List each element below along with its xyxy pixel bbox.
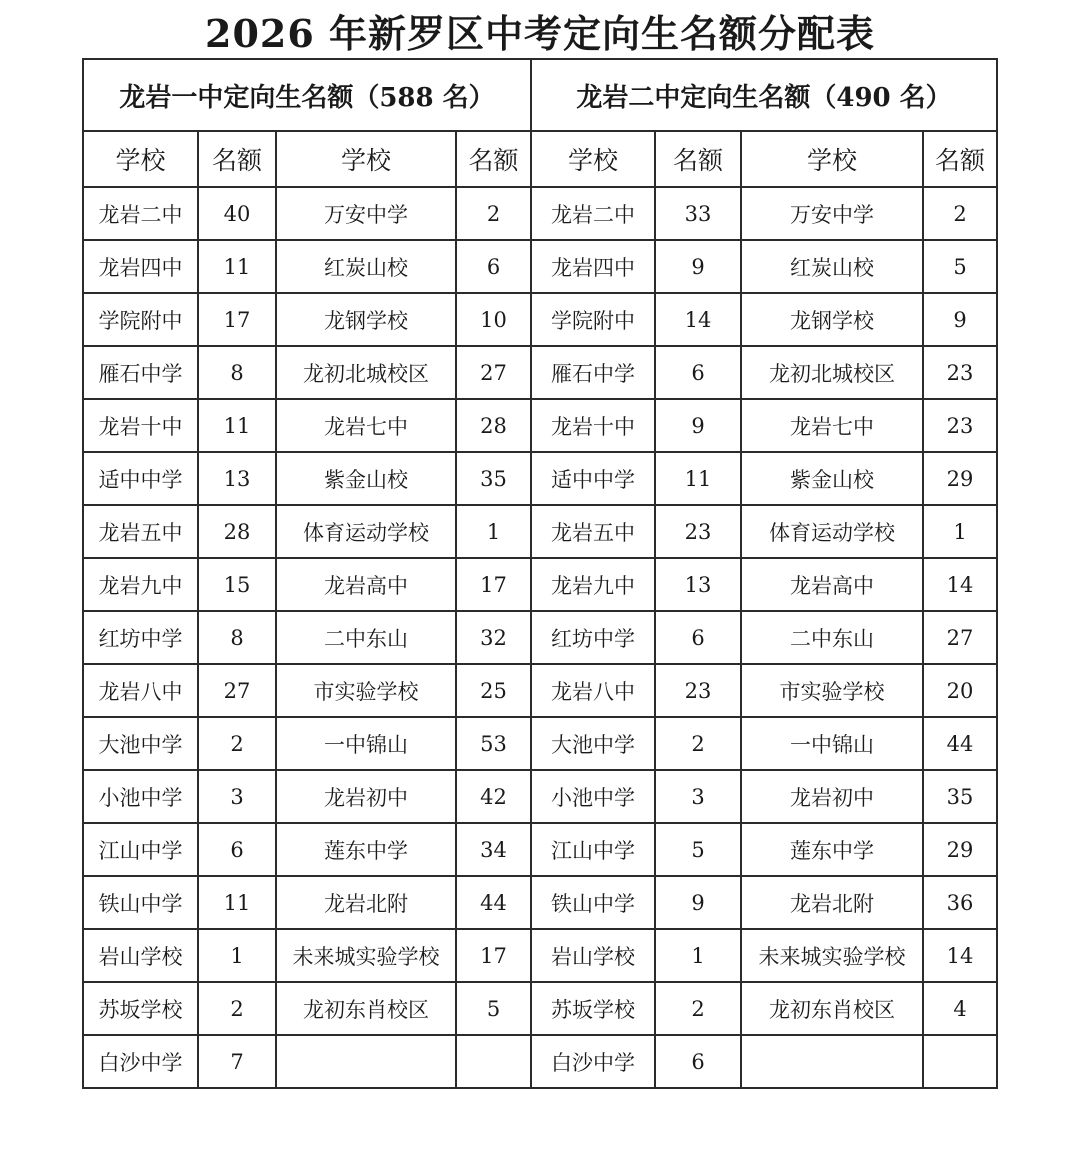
quota-cell: 27 (923, 611, 997, 664)
quota-cell: 2 (198, 717, 276, 770)
school-cell: 龙岩高中 (276, 558, 456, 611)
school-cell: 铁山中学 (83, 876, 198, 929)
school-cell: 龙岩四中 (531, 240, 655, 293)
school-cell: 雁石中学 (531, 346, 655, 399)
quota-cell: 13 (198, 452, 276, 505)
school-cell: 龙岩北附 (741, 876, 923, 929)
school-cell: 苏坂学校 (83, 982, 198, 1035)
school-cell: 龙初北城校区 (276, 346, 456, 399)
quota-cell: 2 (655, 717, 741, 770)
quota-cell: 6 (456, 240, 531, 293)
table-row (83, 717, 997, 770)
quota-cell: 5 (923, 240, 997, 293)
school-cell: 龙初北城校区 (741, 346, 923, 399)
table-row (83, 982, 997, 1035)
page-title: 2026 年新罗区中考定向生名额分配表 (205, 11, 875, 56)
table-row (83, 452, 997, 505)
quota-cell: 8 (198, 611, 276, 664)
quota-cell: 28 (456, 399, 531, 452)
school-cell: 苏坂学校 (531, 982, 655, 1035)
quota-cell: 11 (655, 452, 741, 505)
school-cell: 未来城实验学校 (276, 929, 456, 982)
school-cell: 紫金山校 (741, 452, 923, 505)
quota-cell: 53 (456, 717, 531, 770)
quota-cell: 17 (456, 929, 531, 982)
quota-cell: 29 (923, 452, 997, 505)
quota-cell: 15 (198, 558, 276, 611)
quota-cell: 34 (456, 823, 531, 876)
group-header-longyan-no1: 龙岩一中定向生名额（588 名） (83, 59, 531, 131)
quota-cell: 2 (923, 187, 997, 240)
quota-cell: 23 (655, 664, 741, 717)
table-row (83, 399, 997, 452)
school-cell: 龙岩二中 (531, 187, 655, 240)
school-cell: 龙岩高中 (741, 558, 923, 611)
school-cell: 白沙中学 (531, 1035, 655, 1088)
quota-cell: 2 (456, 187, 531, 240)
school-cell: 万安中学 (276, 187, 456, 240)
quota-cell: 28 (198, 505, 276, 558)
school-cell: 龙岩八中 (531, 664, 655, 717)
school-cell: 红坊中学 (83, 611, 198, 664)
school-cell: 岩山学校 (83, 929, 198, 982)
quota-cell: 17 (456, 558, 531, 611)
school-cell: 紫金山校 (276, 452, 456, 505)
school-cell: 龙岩五中 (83, 505, 198, 558)
school-cell: 适中中学 (531, 452, 655, 505)
quota-cell: 2 (655, 982, 741, 1035)
table-row (83, 664, 997, 717)
school-cell: 小池中学 (83, 770, 198, 823)
quota-cell: 5 (456, 982, 531, 1035)
column-header-row (83, 131, 997, 187)
quota-cell: 29 (923, 823, 997, 876)
table-row (83, 876, 997, 929)
table-row (83, 770, 997, 823)
school-cell: 莲东中学 (276, 823, 456, 876)
table-row (83, 293, 997, 346)
school-cell: 小池中学 (531, 770, 655, 823)
quota-cell: 3 (198, 770, 276, 823)
quota-cell: 1 (923, 505, 997, 558)
group-header-row (83, 59, 997, 131)
column-header-quota: 名额 (456, 131, 531, 187)
table-row (83, 240, 997, 293)
quota-cell: 35 (923, 770, 997, 823)
school-cell: 雁石中学 (83, 346, 198, 399)
quota-cell: 13 (655, 558, 741, 611)
quota-cell: 20 (923, 664, 997, 717)
school-cell: 未来城实验学校 (741, 929, 923, 982)
quota-cell: 27 (456, 346, 531, 399)
school-cell (741, 1035, 923, 1088)
column-header-quota: 名额 (655, 131, 741, 187)
school-cell: 市实验学校 (741, 664, 923, 717)
school-cell: 龙岩北附 (276, 876, 456, 929)
column-header-quota: 名额 (198, 131, 276, 187)
quota-cell: 14 (655, 293, 741, 346)
quota-cell: 6 (655, 611, 741, 664)
quota-cell: 42 (456, 770, 531, 823)
quota-cell: 44 (456, 876, 531, 929)
quota-cell: 9 (655, 399, 741, 452)
quota-cell: 11 (198, 876, 276, 929)
school-cell: 大池中学 (531, 717, 655, 770)
table-row (83, 823, 997, 876)
column-header-school: 学校 (276, 131, 456, 187)
quota-cell: 9 (655, 876, 741, 929)
quota-cell: 23 (923, 346, 997, 399)
column-header-school: 学校 (741, 131, 923, 187)
quota-cell: 1 (456, 505, 531, 558)
school-cell: 龙岩五中 (531, 505, 655, 558)
school-cell: 市实验学校 (276, 664, 456, 717)
column-header-quota: 名额 (923, 131, 997, 187)
school-cell: 铁山中学 (531, 876, 655, 929)
quota-cell: 35 (456, 452, 531, 505)
school-cell: 白沙中学 (83, 1035, 198, 1088)
quota-cell: 32 (456, 611, 531, 664)
quota-cell: 1 (198, 929, 276, 982)
school-cell: 龙岩四中 (83, 240, 198, 293)
table-row (83, 929, 997, 982)
table-row (83, 1035, 997, 1088)
school-cell: 体育运动学校 (741, 505, 923, 558)
school-cell: 万安中学 (741, 187, 923, 240)
school-cell: 龙岩十中 (531, 399, 655, 452)
quota-cell: 3 (655, 770, 741, 823)
table-row (83, 558, 997, 611)
quota-cell: 23 (923, 399, 997, 452)
quota-cell: 40 (198, 187, 276, 240)
school-cell: 龙钢学校 (276, 293, 456, 346)
school-cell: 岩山学校 (531, 929, 655, 982)
quota-cell: 1 (655, 929, 741, 982)
table-row (83, 611, 997, 664)
quota-cell: 9 (655, 240, 741, 293)
quota-cell: 17 (198, 293, 276, 346)
quota-table (82, 58, 998, 1089)
school-cell: 龙岩二中 (83, 187, 198, 240)
school-cell: 红炭山校 (741, 240, 923, 293)
quota-cell: 5 (655, 823, 741, 876)
school-cell: 二中东山 (741, 611, 923, 664)
quota-cell: 10 (456, 293, 531, 346)
quota-cell: 6 (198, 823, 276, 876)
quota-cell: 6 (655, 346, 741, 399)
school-cell: 适中中学 (83, 452, 198, 505)
school-cell: 红炭山校 (276, 240, 456, 293)
quota-cell: 44 (923, 717, 997, 770)
school-cell: 龙岩初中 (276, 770, 456, 823)
school-cell: 龙钢学校 (741, 293, 923, 346)
quota-cell: 11 (198, 399, 276, 452)
school-cell: 大池中学 (83, 717, 198, 770)
table-row (83, 505, 997, 558)
table-row (83, 346, 997, 399)
school-cell: 一中锦山 (276, 717, 456, 770)
quota-cell: 14 (923, 929, 997, 982)
school-cell: 红坊中学 (531, 611, 655, 664)
school-cell: 二中东山 (276, 611, 456, 664)
school-cell: 龙岩七中 (741, 399, 923, 452)
school-cell: 龙岩九中 (531, 558, 655, 611)
school-cell: 江山中学 (83, 823, 198, 876)
quota-cell: 6 (655, 1035, 741, 1088)
quota-cell: 25 (456, 664, 531, 717)
school-cell: 龙岩初中 (741, 770, 923, 823)
quota-cell: 2 (198, 982, 276, 1035)
school-cell: 龙岩八中 (83, 664, 198, 717)
quota-cell: 36 (923, 876, 997, 929)
column-header-school: 学校 (531, 131, 655, 187)
quota-cell: 11 (198, 240, 276, 293)
quota-cell: 9 (923, 293, 997, 346)
quota-cell: 7 (198, 1035, 276, 1088)
school-cell: 龙岩十中 (83, 399, 198, 452)
school-cell: 体育运动学校 (276, 505, 456, 558)
quota-cell: 27 (198, 664, 276, 717)
column-header-school: 学校 (83, 131, 198, 187)
quota-cell: 14 (923, 558, 997, 611)
table-body (83, 187, 997, 1088)
quota-cell (456, 1035, 531, 1088)
school-cell: 莲东中学 (741, 823, 923, 876)
table-row (83, 187, 997, 240)
quota-cell: 8 (198, 346, 276, 399)
school-cell: 江山中学 (531, 823, 655, 876)
school-cell: 龙岩七中 (276, 399, 456, 452)
school-cell: 一中锦山 (741, 717, 923, 770)
school-cell: 龙岩九中 (83, 558, 198, 611)
group-header-longyan-no2: 龙岩二中定向生名额（490 名） (531, 59, 997, 131)
school-cell: 龙初东肖校区 (276, 982, 456, 1035)
school-cell (276, 1035, 456, 1088)
school-cell: 学院附中 (83, 293, 198, 346)
school-cell: 龙初东肖校区 (741, 982, 923, 1035)
quota-cell (923, 1035, 997, 1088)
school-cell: 学院附中 (531, 293, 655, 346)
quota-cell: 23 (655, 505, 741, 558)
quota-cell: 33 (655, 187, 741, 240)
quota-cell: 4 (923, 982, 997, 1035)
